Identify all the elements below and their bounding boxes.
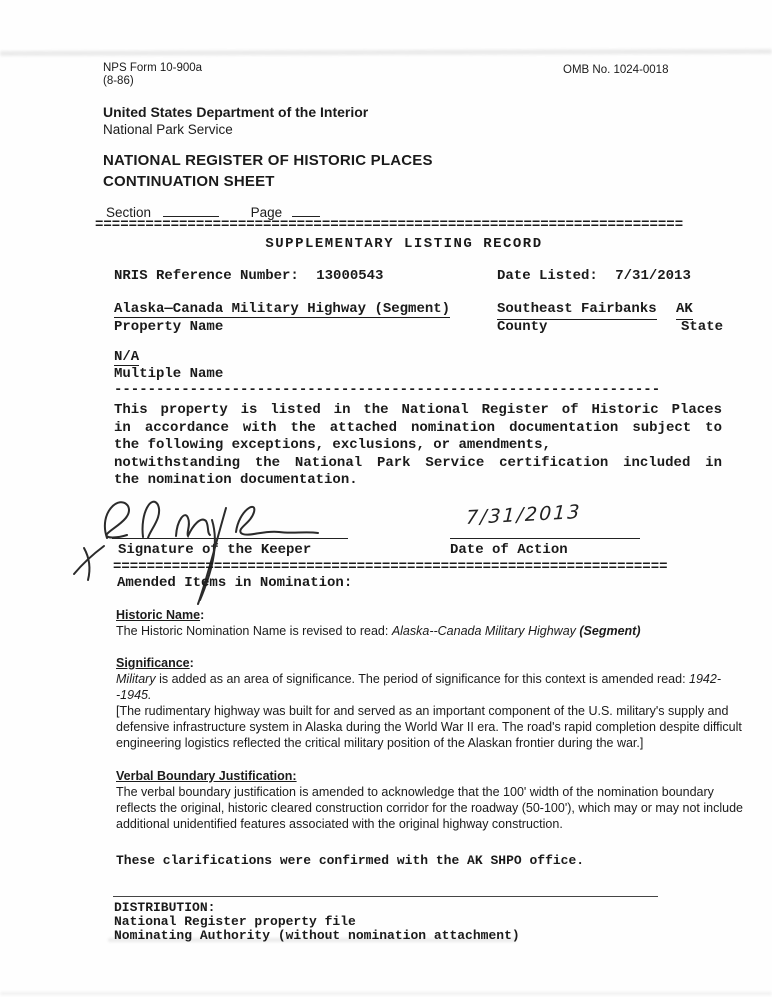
- state-label: State: [681, 319, 724, 335]
- significance-body: [116, 671, 748, 703]
- bureau-name: National Park Service: [103, 122, 233, 137]
- listing-statement-line: notwithstanding the National Park Service certification included in: [114, 454, 722, 471]
- significance-period-value: 1942--1945.: [116, 672, 721, 702]
- page-blank-field: [292, 203, 320, 217]
- distribution-item: Nominating Authority (without nomination attachment): [114, 928, 520, 943]
- listing-statement: [114, 402, 722, 490]
- property-name-label: Property Name: [114, 319, 224, 335]
- handwritten-date-of-action: 7/31/2013: [465, 500, 582, 530]
- state-value: AK: [676, 301, 693, 320]
- form-number: NPS Form 10-900a: [103, 62, 203, 74]
- listing-statement-line: the following exceptions, exclusions, or amendments,: [114, 437, 551, 453]
- nris-value: 13000543: [316, 268, 384, 284]
- listing-statement-line: the nomination documentation.: [114, 472, 358, 488]
- date-listed: [497, 268, 691, 286]
- shpo-confirmation: These clarifications were confirmed with the AK SHPO office.: [116, 853, 585, 868]
- historic-name-segment-value: (Segment): [579, 624, 641, 638]
- historic-name-heading-text: Historic Name: [116, 608, 201, 622]
- historic-name-heading-colon: :: [200, 608, 205, 622]
- verbal-boundary-section: [116, 768, 748, 832]
- date-listed-value: 7/31/2013: [615, 268, 691, 284]
- listing-statement-line: This property is listed in the National Register of Historic Places: [114, 402, 722, 418]
- significance-body-text: is added as an area of significance. The period of significance for this context is amended read:: [155, 672, 690, 686]
- county-value: Southeast Fairbanks: [497, 301, 657, 320]
- historic-name-heading: [116, 607, 748, 623]
- significance-section: [116, 655, 748, 751]
- nris-row: [114, 268, 724, 286]
- historic-name-body: [116, 623, 748, 639]
- distribution-heading: DISTRIBUTION:: [114, 900, 216, 915]
- property-labels-row: [114, 319, 734, 337]
- date-of-action-label: Date of Action: [450, 542, 568, 558]
- property-row: [114, 301, 734, 319]
- verbal-boundary-heading-text: Verbal Boundary Justification:: [116, 769, 297, 783]
- distribution-item: National Register property file: [114, 914, 356, 929]
- agency-name: United States Department of the Interior: [103, 104, 369, 120]
- date-of-action-line: [450, 538, 640, 539]
- verbal-boundary-heading: [116, 768, 748, 784]
- multiple-name-value-row: [114, 349, 139, 367]
- verbal-boundary-body: The verbal boundary justification is amended to acknowledge that the 100' width of the nomination boundary reflects the original, historic cleared construction corridor for the roadway (50-100'), which may or may not include additional unidentified features associated with the original highway construction.: [116, 785, 743, 831]
- keeper-signature-ink: [60, 480, 380, 620]
- scan-artifact-edge: [0, 992, 772, 995]
- significance-heading: [116, 655, 748, 671]
- historic-name-revised-value: Alaska--Canada Military Highway: [391, 624, 580, 638]
- separator-equals-mid: ==================================================================: [113, 559, 668, 575]
- section-blank-field: [163, 203, 219, 217]
- significance-heading-text: Significance: [116, 656, 190, 670]
- page-label: Page: [250, 205, 283, 220]
- separator-equals-top: ======================================================================: [95, 217, 684, 233]
- document-title-line2: CONTINUATION SHEET: [103, 173, 275, 190]
- property-name-value: Alaska—Canada Military Highway (Segment): [114, 301, 451, 317]
- signature-of-keeper-label: Signature of the Keeper: [118, 542, 312, 558]
- multiple-name-value: N/A: [114, 349, 140, 365]
- supplementary-listing-heading: SUPPLEMENTARY LISTING RECORD: [265, 236, 543, 252]
- omb-number: OMB No. 1024-0018: [563, 64, 669, 76]
- document-title-line1: NATIONAL REGISTER OF HISTORIC PLACES: [103, 152, 433, 169]
- county-label: County: [497, 319, 548, 335]
- significance-bracket-note: [The rudimentary highway was built for and served as an important component of the U.S. military's supply and defensive infrastructure system in Alaska during the World War II era. The road's rapid completion despite difficult engineering logistics reflected the critical military position of the Alaskan frontier during the war.]: [116, 704, 742, 750]
- form-revision: (8-86): [103, 75, 134, 87]
- significance-heading-colon: :: [189, 656, 194, 670]
- listing-statement-line: in accordance with the attached nomination documentation subject to: [114, 419, 722, 436]
- multiple-name-label: Multiple Name: [114, 366, 224, 382]
- section-label: Section: [106, 205, 152, 220]
- amended-items-heading: Amended Items in Nomination:: [117, 575, 353, 591]
- distribution-rule: [113, 896, 658, 897]
- historic-name-body-prefix: The Historic Nomination Name is revised to read:: [116, 624, 392, 638]
- significance-area-value: Military: [116, 672, 156, 686]
- document-title: [103, 150, 433, 192]
- scan-artifact-top: [0, 49, 772, 56]
- date-listed-label: Date Listed:: [497, 268, 598, 284]
- form-number-block: [103, 62, 202, 88]
- historic-name-section: [116, 607, 748, 639]
- distribution-block: [114, 901, 520, 943]
- nris-label: NRIS Reference Number:: [114, 268, 299, 284]
- separator-dashes: -----------------------------------------------------------------: [114, 382, 661, 398]
